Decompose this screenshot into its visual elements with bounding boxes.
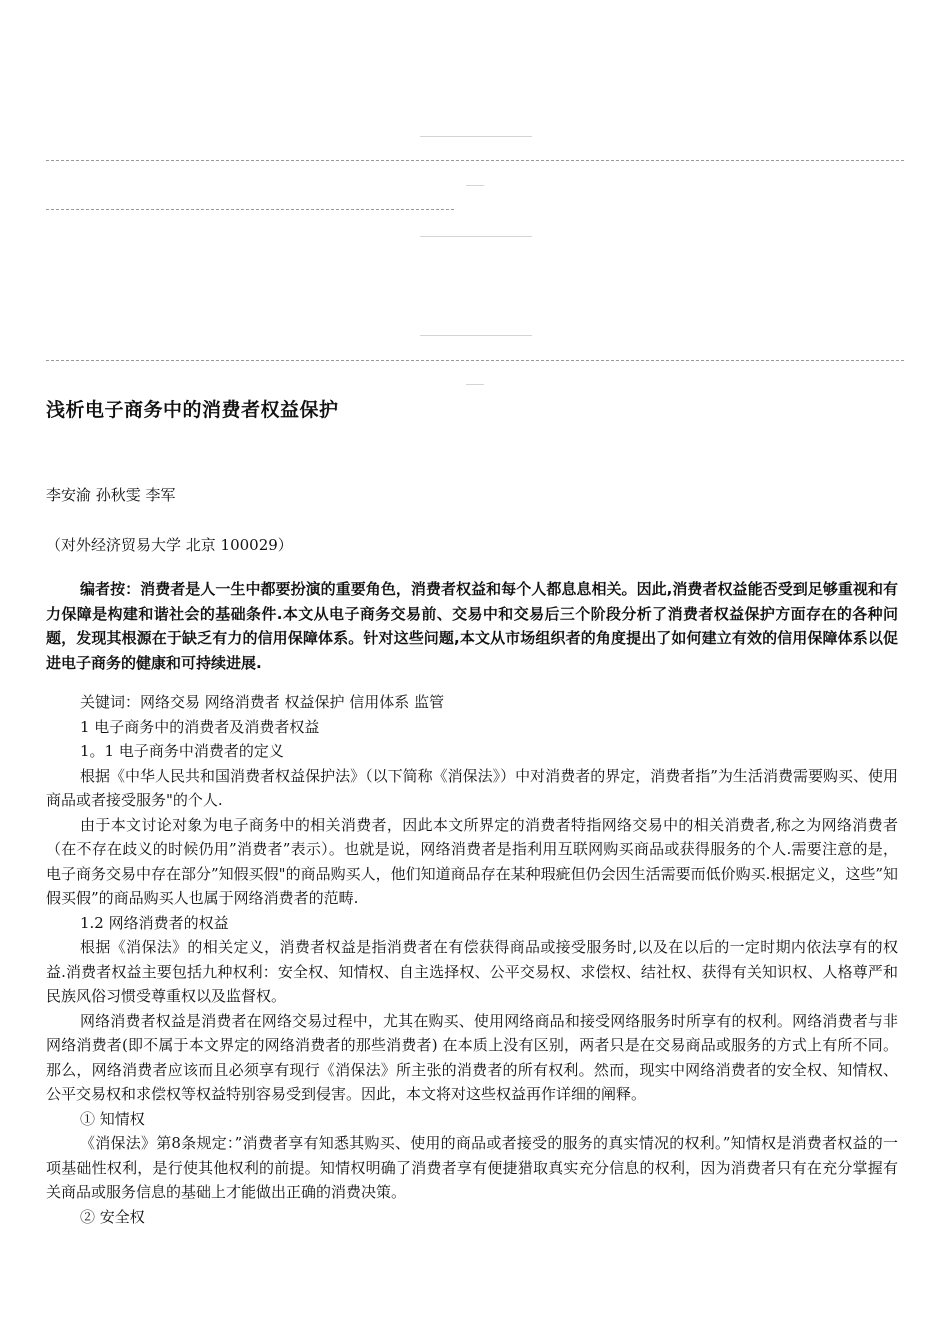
paragraph-3: 根据《消保法》的相关定义，消费者权益是指消费者在有偿获得商品或接受服务时,以及在以后的一定时期内依法享有的权益.消费者权益主要包括九种权利：安全权、知情权、自主选择权、公平交易权、求偿权、结社权、获得有关知识权、人格尊严和民族风俗习惯受尊重权以及监督权。	[46, 938, 898, 1005]
editor-note-abstract: 编者按：消费者是人一生中都要扮演的重要角色，消费者权益和每个人都息息相关。因此,消费者权益能否受到足够重视和有力保障是构建和谐社会的基础条件.本文从电子商务交易前、交易中和交易后三个阶段分析了消费者权益保护方面存在的各种问题，发现其根源在于缺乏有力的信用保障体系。针对这些问题,本文从市场组织者的角度提出了如何建立有效的信用保障体系以促进电子商务的健康和可持续进展.	[46, 580, 898, 672]
header-rule-long-2	[46, 360, 904, 361]
header-rule-short-3	[420, 335, 532, 336]
paragraph-1: 根据《中华人民共和国消费者权益保护法》（以下简称《消保法》）中对消费者的界定，消费者指”为生活消费需要购买、使用商品或者接受服务"的个人.	[46, 766, 898, 809]
section-heading-1: 1 电子商务中的消费者及消费者权益	[80, 717, 320, 736]
affiliation: （对外经济贸易大学 北京 100029）	[46, 536, 293, 554]
header-rule-half	[46, 209, 454, 210]
header-rule-short-2	[420, 236, 532, 237]
paragraph-5: 《消保法》第8条规定：”消费者享有知悉其购买、使用的商品或者接受的服务的真实情况的权利。”知情权是消费者权益的一项基础性权利，是行使其他权利的前提。知情权明确了消费者享有便捷猎取真实充分信息的权利，因为消费者只有在充分掌握有关商品或服务信息的基础上才能做出正确的消费决策。	[46, 1134, 898, 1201]
section-heading-1-1: 1。1 电子商务中消费者的定义	[80, 742, 284, 760]
body-text	[46, 690, 898, 1229]
header-rule-long-1	[46, 160, 904, 161]
keywords: 关键词：网络交易 网络消费者 权益保护 信用体系 监管	[80, 693, 445, 711]
list-item-heading-2: ② 安全权	[80, 1207, 145, 1226]
section-heading-1-2: 1.2 网络消费者的权益	[80, 913, 229, 932]
list-item-heading-1: ① 知情权	[80, 1109, 145, 1128]
paragraph-2: 由于本文讨论对象为电子商务中的相关消费者，因此本文所界定的消费者特指网络交易中的相关消费者,称之为网络消费者（在不存在歧义的时候仍用”消费者”表示）。也就是说，网络消费者是指利用互联网购买商品或获得服务的个人.需要注意的是，电子商务交易中存在部分”知假买假"的商品购买人，他们知道商品存在某种瑕疵但仍会因生活需要而低价购买.根据定义，这些”知假买假”的商品购买人也属于网络消费者的范畴.	[46, 815, 899, 907]
header-rule-short-1	[420, 136, 532, 137]
paragraph-4: 网络消费者权益是消费者在网络交易过程中，尤其在购买、使用网络商品和接受网络服务时所享有的权利。网络消费者与非网络消费者(即不属于本文界定的网络消费者的那些消费者) 在本质上没有区别，两者只是在交易商品或服务的方式上有所不同。那么，网络消费者应该而且必须享有现行《消保法》所主张的消费者的所有权利。然而，现实中网络消费者的安全权、知情权、公平交易权和求偿权等权益特别容易受到侵害。因此，本文将对这些权益再作详细的阐释。	[46, 1011, 898, 1103]
authors: 李安渝 孙秋雯 李军	[46, 486, 176, 504]
document-body	[46, 395, 898, 1229]
header-rule-tiny-2	[466, 384, 484, 385]
page-title: 浅析电子商务中的消费者权益保护	[46, 399, 339, 421]
header-rule-tiny-1	[466, 185, 484, 186]
